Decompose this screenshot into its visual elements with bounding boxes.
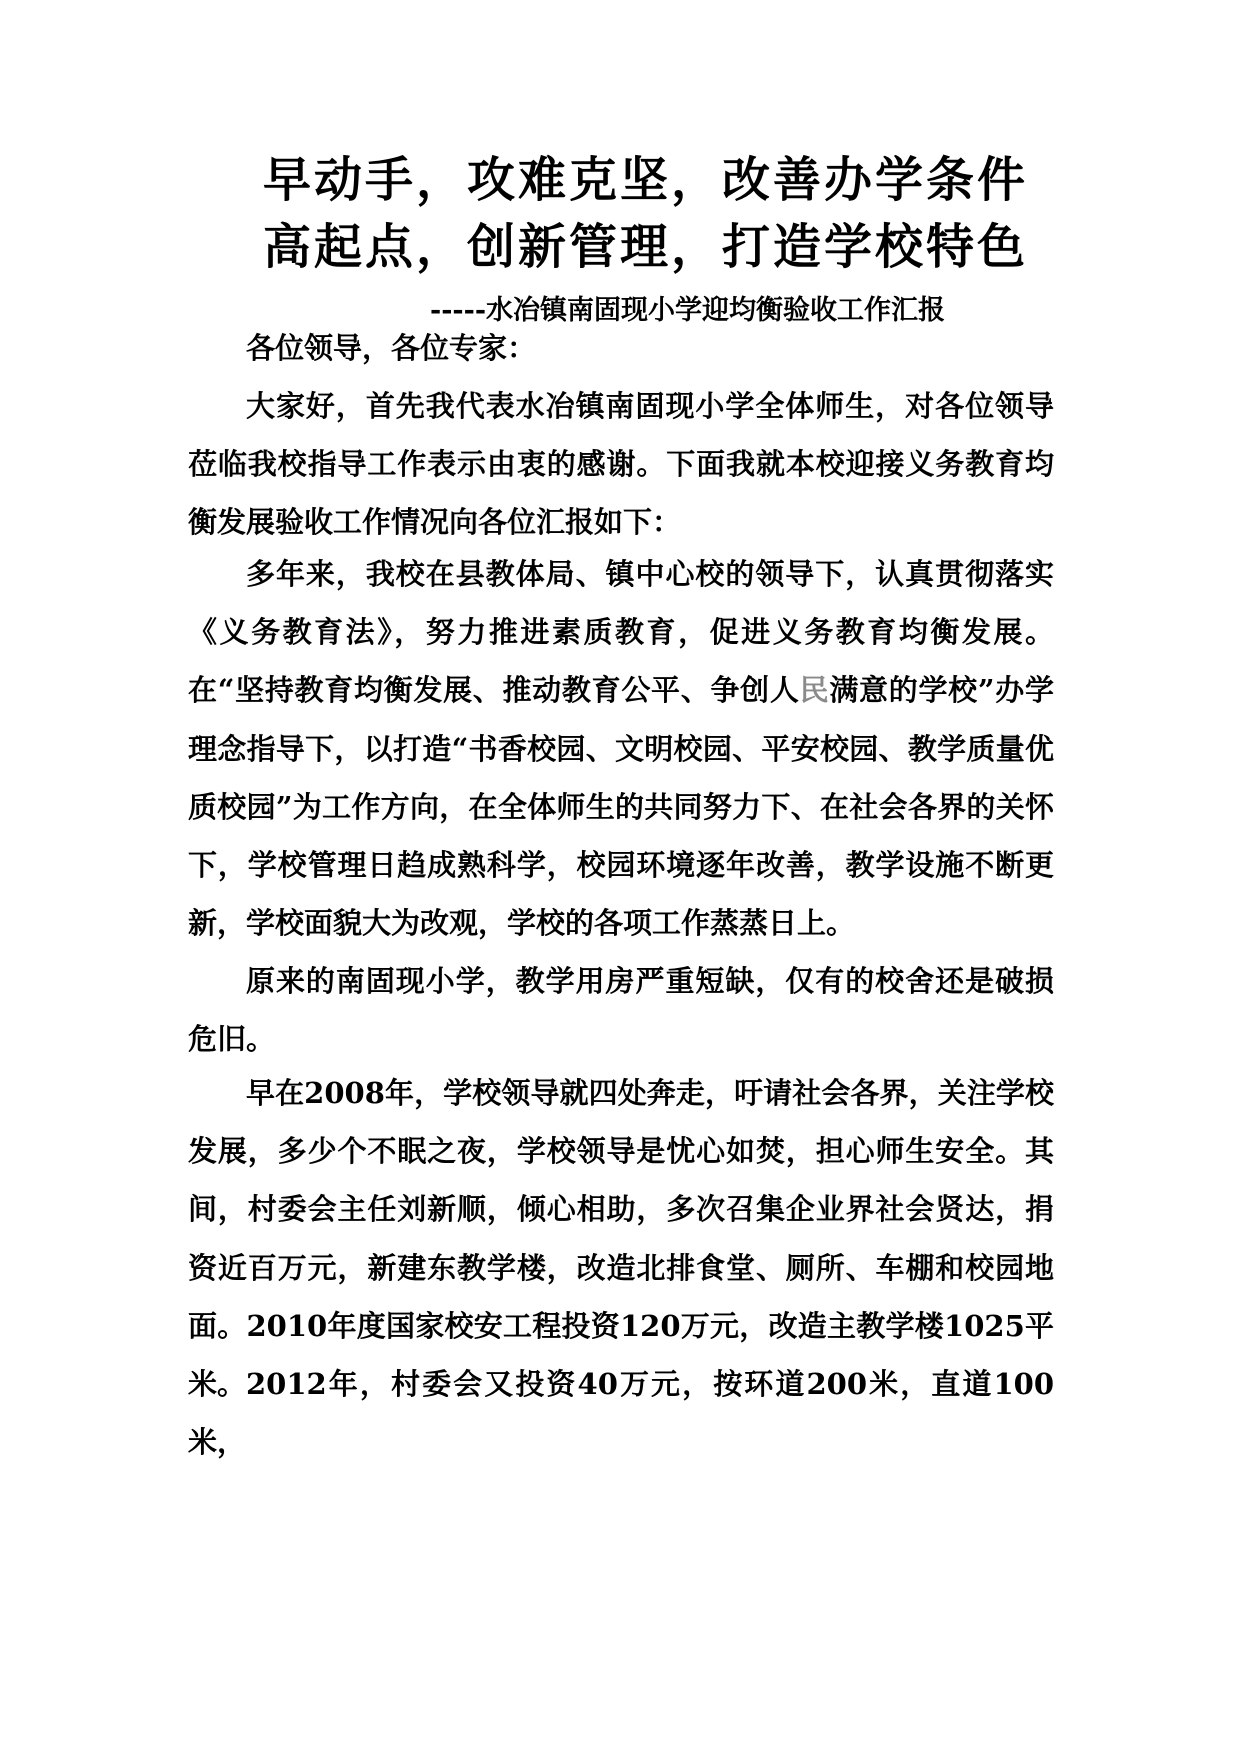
paragraph-2-block (188, 545, 1054, 952)
paragraph-5: 2012年，村委会又投资40万元，按环道200米，直道100米， (188, 1367, 1054, 1460)
paragraph-2 (188, 545, 1054, 952)
paragraph-2-part-a: 多年来，我校在县教体局、镇中心校的领导下，认真贯彻落实《义务教育法》，努力推进素质教育，促进义务教育均衡发展。在“坚持教育均衡发展、推动教育公平、争创人 (188, 557, 1054, 708)
title-line-2: 高起点，创新管理，打造学校特色 (262, 219, 1028, 275)
greeting: 各位领导，各位专家： (246, 331, 537, 365)
title-line-1: 早动手，攻难克坚，改善办学条件 (262, 152, 1028, 208)
paragraph-1-block (188, 377, 1054, 552)
paragraph-4: 早在2008年，学校领导就四处奔走，吁请社会各界，关注学校发展，多少个不眠之夜，学校领导是忧心如焚，担心师生安全。其间，村委会主任刘新顺，倾心相助，多次召集企业界社会贤达，捐资近百万元，新建东教学楼，改造北排食堂、厕所、车棚和校园地面。2010年度国家校安工程投资120万元，改造主教学楼1025平米。 (188, 1076, 1054, 1402)
paragraph-3: 原来的南固现小学，教学用房严重短缺，仅有的校舍还是破损危旧。 (188, 964, 1054, 1057)
paragraph-5-block (188, 1355, 1054, 1471)
paragraph-2-highlight: 民 (799, 673, 830, 708)
subtitle: -----水冶镇南固现小学迎均衡验收工作汇报 (430, 295, 946, 326)
paragraph-1: 大家好，首先我代表水冶镇南固现小学全体师生，对各位领导莅临我校指导工作表示由衷的感谢。下面我就本校迎接义务教育均衡发展验收工作情况向各位汇报如下： (188, 389, 1054, 540)
document-body (188, 319, 1054, 377)
paragraph-2-part-c: 满意的学校”办学理念指导下，以打造“书香校园、文明校园、平安校园、教学质量优质校园”为工作方向，在全体师生的共同努力下、在社会各界的关怀下，学校管理日趋成熟科学，校园环境逐年改善，教学设施不断更新，学校面貌大为改观，学校的各项工作蒸蒸日上。 (188, 673, 1054, 941)
paragraph-3-block (188, 952, 1054, 1068)
